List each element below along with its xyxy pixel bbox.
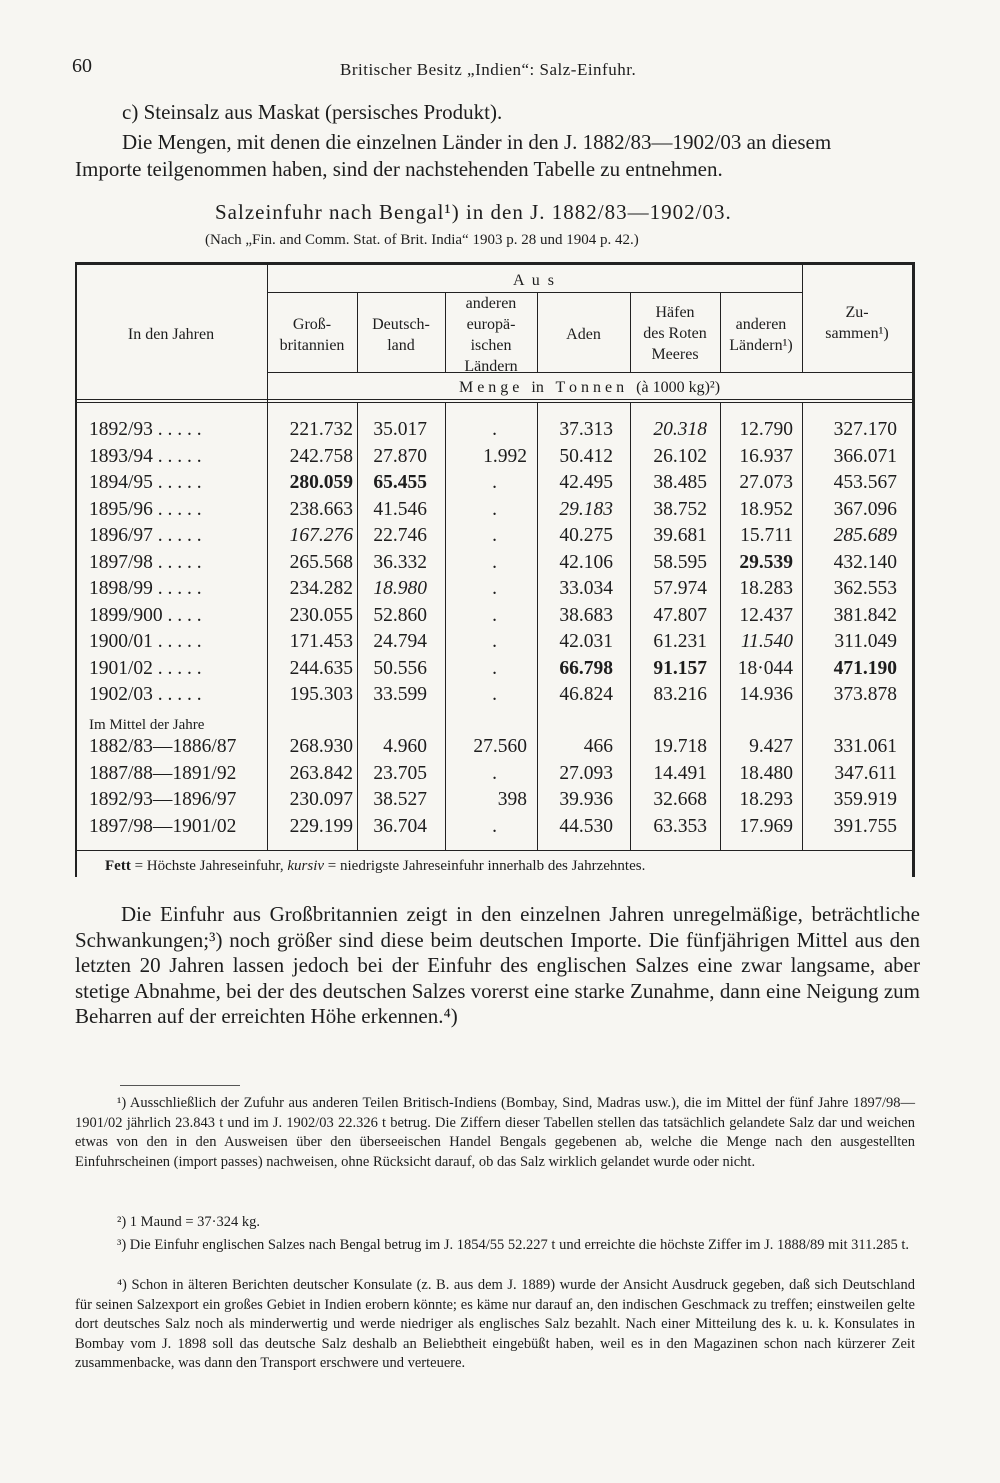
year-label: 1897/98—1901/02	[89, 815, 237, 837]
cell-red: 58.595	[653, 551, 707, 573]
year-label: 1892/93 . . . . .	[89, 419, 202, 440]
cell-de: 24.794	[373, 631, 427, 652]
cell-aden: 38.683	[559, 604, 613, 626]
cell-oth: 29.539	[739, 551, 793, 573]
cell-gb: 238.663	[289, 498, 353, 520]
cell-red: 91.157	[653, 657, 707, 679]
cell-red: 47.807	[653, 604, 707, 626]
cell-de: 41.546	[373, 498, 427, 520]
cell-oth: 12.437	[739, 604, 793, 626]
intro-line-2: Importe teilgenommen haben, sind der nachstehenden Tabelle zu entnehmen.	[75, 157, 723, 181]
col-header-aden: Aden	[566, 326, 601, 343]
footnote-2: ²) 1 Maund = 37·324 kg.	[117, 1214, 261, 1230]
cell-de: 33.599	[373, 684, 427, 705]
cell-gb: 265.568	[289, 551, 353, 573]
cell-oth: 27.073	[739, 472, 793, 493]
cell-eu: .	[492, 604, 497, 626]
cell-oth: 18.952	[739, 498, 793, 520]
cell-gb: 195.303	[289, 684, 353, 705]
cell-eu: .	[492, 551, 497, 573]
cell-de: 23.705	[373, 762, 427, 784]
cell-red: 38.752	[653, 498, 707, 520]
cell-de: 27.870	[373, 445, 427, 467]
cell-de: 50.556	[373, 657, 427, 679]
cell-tot: 432.140	[833, 551, 897, 573]
cell-aden: 29.183	[559, 498, 613, 520]
cell-tot: 331.061	[833, 736, 897, 757]
cell-gb: 229.199	[289, 815, 353, 837]
cell-red: 38.485	[653, 472, 707, 493]
year-label: 1897/98 . . . . .	[89, 551, 202, 573]
cell-red: 57.974	[653, 578, 707, 599]
year-label: 1887/88—1891/92	[89, 762, 237, 784]
cell-de: 36.332	[373, 551, 427, 573]
col-header-years: In den Jahren	[127, 326, 215, 343]
cell-oth: 18.480	[739, 762, 793, 784]
cell-de: 36.704	[373, 815, 427, 837]
salt-import-table	[75, 262, 915, 877]
cell-eu: .	[492, 525, 497, 546]
cell-gb: 230.097	[289, 789, 353, 810]
cell-gb: 268.930	[289, 736, 353, 757]
year-label: 1902/03 . . . . .	[89, 684, 202, 705]
cell-oth: 12.790	[739, 419, 793, 440]
intro-line-1: Die Mengen, mit denen die einzelnen Länder in den J. 1882/83—1902/03 an diesem	[122, 130, 832, 154]
year-label: 1895/96 . . . . .	[89, 498, 202, 520]
cell-eu: .	[492, 762, 497, 784]
cell-gb: 167.276	[289, 525, 353, 546]
cell-aden: 42.031	[559, 631, 613, 652]
cell-aden: 466	[583, 736, 613, 757]
cell-gb: 230.055	[289, 604, 353, 626]
cell-de: 22.746	[373, 525, 427, 546]
cell-tot: 362.553	[833, 578, 897, 599]
cell-eu: 1.992	[483, 445, 527, 467]
cell-tot: 327.170	[833, 419, 897, 440]
cell-eu: .	[492, 498, 497, 520]
cell-aden: 42.106	[559, 551, 613, 573]
cell-tot: 366.071	[833, 445, 897, 467]
cell-eu: .	[492, 578, 497, 599]
cell-de: 35.017	[373, 419, 427, 440]
col-header-red-sea: Häfen des Roten Meeres	[643, 304, 707, 363]
year-label: 1882/83—1886/87	[89, 736, 237, 757]
table-legend: Fett = Höchste Jahreseinfuhr, kursiv = niedrigste Jahreseinfuhr innerhalb des Jahrzehntes.	[105, 858, 646, 874]
cell-gb: 171.453	[289, 631, 353, 652]
cell-oth: 14.936	[739, 684, 793, 705]
cell-de: 18.980	[373, 578, 427, 599]
cell-eu: .	[492, 631, 497, 652]
cell-aden: 39.936	[559, 789, 613, 810]
cell-gb: 221.732	[289, 419, 353, 440]
cell-gb: 244.635	[289, 657, 353, 679]
cell-oth: 16.937	[739, 445, 793, 467]
cell-oth: 18.293	[739, 789, 793, 810]
cell-red: 61.231	[653, 631, 707, 652]
col-header-eu: anderen europä- ischen Ländern	[464, 295, 518, 375]
cell-aden: 33.034	[559, 578, 613, 599]
cell-aden: 40.275	[559, 525, 613, 546]
cell-aden: 66.798	[559, 657, 613, 679]
cell-red: 39.681	[653, 525, 707, 546]
year-label: 1892/93—1896/97	[89, 789, 237, 810]
cell-gb: 263.842	[289, 762, 353, 784]
cell-eu: .	[492, 815, 497, 837]
cell-red: 63.353	[653, 815, 707, 837]
table-title: Salzeinfuhr nach Bengal¹) in den J. 1882/83—1902/03.	[215, 200, 732, 224]
col-header-total: Zu- sammen¹)	[825, 304, 889, 342]
cell-oth: 9.427	[749, 736, 793, 757]
cell-aden: 46.824	[559, 684, 613, 705]
cell-de: 4.960	[383, 736, 427, 757]
cell-tot: 381.842	[833, 604, 897, 626]
cell-red: 14.491	[653, 762, 707, 784]
cell-tot: 285.689	[833, 525, 897, 546]
cell-tot: 373.878	[833, 684, 897, 705]
cell-eu: .	[492, 419, 497, 440]
running-title: Britischer Besitz „Indien“: Salz-Einfuhr.	[340, 60, 637, 79]
cell-gb: 280.059	[289, 472, 353, 493]
cell-aden: 37.313	[559, 419, 613, 440]
page-number: 60	[72, 55, 92, 77]
cell-red: 32.668	[653, 789, 707, 810]
col-header-other: anderen Ländern¹)	[729, 316, 793, 354]
col-header-de: Deutsch- land	[372, 316, 430, 354]
col-header-gb: Groß- britannien	[279, 316, 345, 354]
cell-tot: 471.190	[833, 657, 897, 679]
footnote-1: ¹) Ausschließlich der Zufuhr aus anderen Teilen Britisch-Indiens (Bombay, Sind, Madras usw.), die im Mittel der fünf Jahre 1897/98—1901/02 jährlich 23.843 t und im J. 1902/03 22.326 t betrug. Die Ziffern dieser Tabellen stellen das tatsächlich gelandete Salz dar und weichen etwas von den in den Ausweisen über den überseeischen Handel Bengals gegebenen ab, welche die Menge nach den ausgestellten Einfuhrscheinen (import passes) nachweisen, ohne Rücksicht darauf, ob das Salz wirklich gelandet wurde oder nicht.	[75, 1095, 915, 1170]
cell-de: 65.455	[373, 472, 427, 493]
year-label: 1893/94 . . . . .	[89, 445, 202, 467]
year-label: 1901/02 . . . . .	[89, 657, 202, 679]
cell-gb: 242.758	[289, 445, 353, 467]
cell-tot: 359.919	[833, 789, 897, 810]
section-title: c) Steinsalz aus Maskat (persisches Produkt).	[122, 100, 503, 124]
cell-aden: 44.530	[559, 815, 613, 837]
cell-red: 19.718	[653, 736, 707, 757]
cell-eu: .	[492, 472, 497, 493]
cell-red: 26.102	[653, 445, 707, 467]
year-label: 1896/97 . . . . .	[89, 525, 202, 546]
year-label: 1900/01 . . . . .	[89, 631, 202, 652]
mean-label: Im Mittel der Jahre	[89, 717, 205, 733]
cell-tot: 347.611	[834, 762, 897, 784]
cell-gb: 234.282	[289, 578, 353, 599]
cell-oth: 18.283	[739, 578, 793, 599]
cell-oth: 15.711	[740, 525, 793, 546]
cell-eu: 398	[497, 789, 527, 810]
year-label: 1894/95 . . . . .	[89, 472, 202, 493]
cell-oth: 17.969	[739, 815, 793, 837]
cell-eu: .	[492, 657, 497, 679]
cell-red: 20.318	[653, 419, 707, 440]
cell-tot: 391.755	[833, 815, 897, 837]
cell-de: 52.860	[373, 604, 427, 626]
cell-de: 38.527	[373, 789, 427, 810]
cell-aden: 42.495	[559, 472, 613, 493]
footnote-4: ⁴) Schon in älteren Berichten deutscher Konsulate (z. B. aus dem J. 1889) wurde der Ansicht Ausdruck gegeben, daß sich Deutschland für seinen Salzexport ein großes Gebiet in Indien erobern könnte; es käme nur darauf an, den indischen Geschmack zu treffen; einstweilen gelte dort deutsches Salz noch als minderwertig und werde niedriger als englisches Salz bezahlt. Nach einer Mitteilung des k. u. k. Konsulates in Bombay vom J. 1898 soll das deutsche Salz deshalb an Beliebtheit eingebüßt haben, weil es in den Magazinen schon nach kürzerer Zeit zusammenbacke, was dann den Transport erschwere und verteuere.	[75, 1277, 915, 1371]
cell-eu: 27.560	[473, 736, 527, 757]
footnote-3: ³) Die Einfuhr englischen Salzes nach Bengal betrug im J. 1854/55 52.227 t und erreichte die höchste Ziffer im J. 1888/89 mit 311.285 t.	[117, 1237, 910, 1253]
cell-tot: 311.049	[834, 631, 897, 652]
cell-tot: 453.567	[833, 472, 897, 493]
cell-oth: 18·044	[737, 657, 793, 679]
footnote-divider	[120, 1085, 240, 1086]
cell-tot: 367.096	[833, 498, 897, 520]
year-label: 1899/900 . . . .	[89, 604, 202, 626]
cell-red: 83.216	[653, 684, 707, 705]
year-label: 1898/99 . . . . .	[89, 578, 202, 599]
cell-aden: 50.412	[559, 445, 613, 467]
table-source: (Nach „Fin. and Comm. Stat. of Brit. India“ 1903 p. 28 und 1904 p. 42.)	[205, 232, 639, 248]
unit-header: M e n g e in T o n n e n (à 1000 kg)²)	[458, 379, 721, 396]
body-paragraph: Die Einfuhr aus Großbritannien zeigt in den einzelnen Jahren unregelmäßige, beträchtliche Schwankungen;³) noch größer sind diese beim deutschen Importe. Die fünfjährigen Mittel aus den letzten 20 Jahren lassen jedoch bei der Einfuhr des englischen Salzes eine zwar langsame, aber stetige Abnahme, bei der des deutschen Salzes vorerst eine starke Zunahme, dann eine Neigung zum Beharren auf der erreichten Höhe erkennen.⁴)	[75, 902, 920, 1028]
cell-oth: 11.540	[740, 631, 793, 652]
cell-eu: .	[492, 684, 497, 705]
aus-header: A u s	[513, 272, 556, 289]
cell-aden: 27.093	[559, 762, 613, 784]
